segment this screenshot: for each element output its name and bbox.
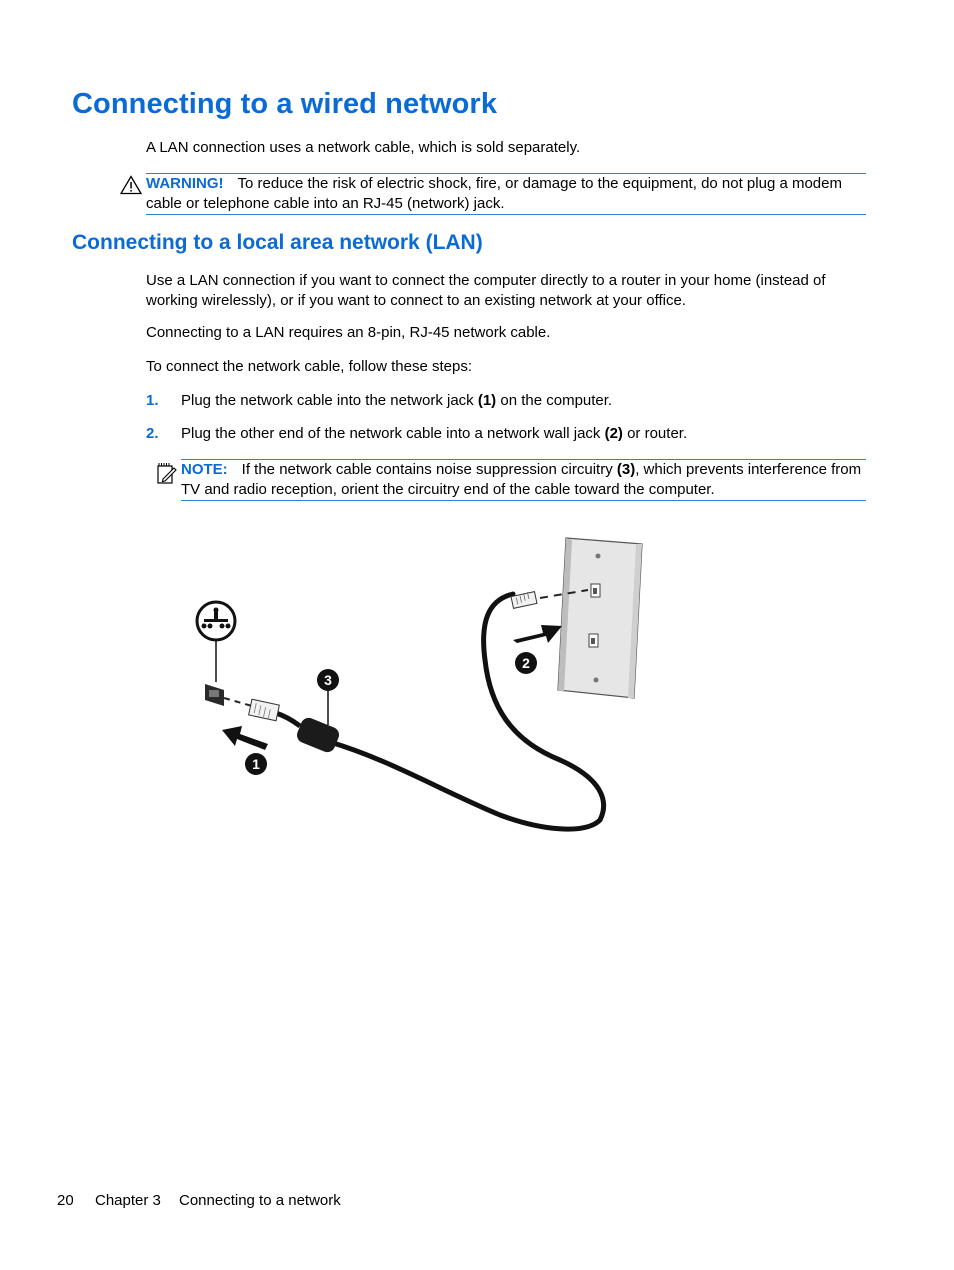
warning-text: To reduce the risk of electric shock, fire, or damage to the equipment, do not plug a modem cable or telephone cable into an RJ-45 (network) jack. bbox=[146, 175, 842, 212]
footer-chapter-title: Connecting to a network bbox=[179, 1192, 341, 1209]
section-heading: Connecting to a local area network (LAN) bbox=[72, 231, 483, 254]
network-cable-illustration bbox=[180, 530, 660, 840]
computer-network-jack bbox=[205, 684, 224, 706]
callout-2-label: 2 bbox=[522, 655, 530, 671]
note-icon bbox=[156, 461, 178, 485]
note-label: NOTE: bbox=[181, 461, 228, 478]
warning-callout bbox=[146, 173, 866, 215]
network-jack-icon bbox=[197, 602, 235, 682]
noise-suppression-choke bbox=[295, 715, 342, 754]
page-number: 20 bbox=[57, 1192, 74, 1209]
callout-1-label: 1 bbox=[252, 756, 260, 772]
step-text: Plug the network cable into the network jack (1) on the computer. bbox=[181, 392, 613, 409]
callout-3-label: 3 bbox=[324, 672, 332, 688]
intro-paragraph: A LAN connection uses a network cable, which is sold separately. bbox=[146, 139, 581, 156]
section-paragraph-2: Connecting to a LAN requires an 8-pin, RJ-45 network cable. bbox=[146, 324, 551, 341]
step-text: Plug the other end of the network cable into a network wall jack (2) or router. bbox=[181, 425, 688, 442]
arrow-to-computer bbox=[222, 726, 268, 750]
section-paragraph-3: To connect the network cable, follow these steps: bbox=[146, 358, 473, 375]
warning-icon bbox=[120, 175, 142, 195]
footer-chapter: Chapter 3 bbox=[95, 1192, 161, 1209]
note-callout: NOTE: If the network cable contains noise suppression circuitry (3), which prevents interference from TV and radio reception, orient the circuitry end of the cable toward the computer. bbox=[181, 459, 866, 501]
section-paragraph-1: Use a LAN connection if you want to connect the computer directly to a router in your home (instead of working wirelessly), or if you want to connect to an existing network at your office. bbox=[146, 272, 826, 309]
step-number: 2. bbox=[146, 425, 159, 442]
warning-label: WARNING! bbox=[146, 175, 224, 192]
arrow-to-wall bbox=[513, 625, 562, 643]
page-title: Connecting to a wired network bbox=[72, 88, 498, 120]
computer-side-connector bbox=[249, 699, 300, 726]
step-number: 1. bbox=[146, 392, 159, 409]
wall-plate bbox=[558, 538, 642, 698]
